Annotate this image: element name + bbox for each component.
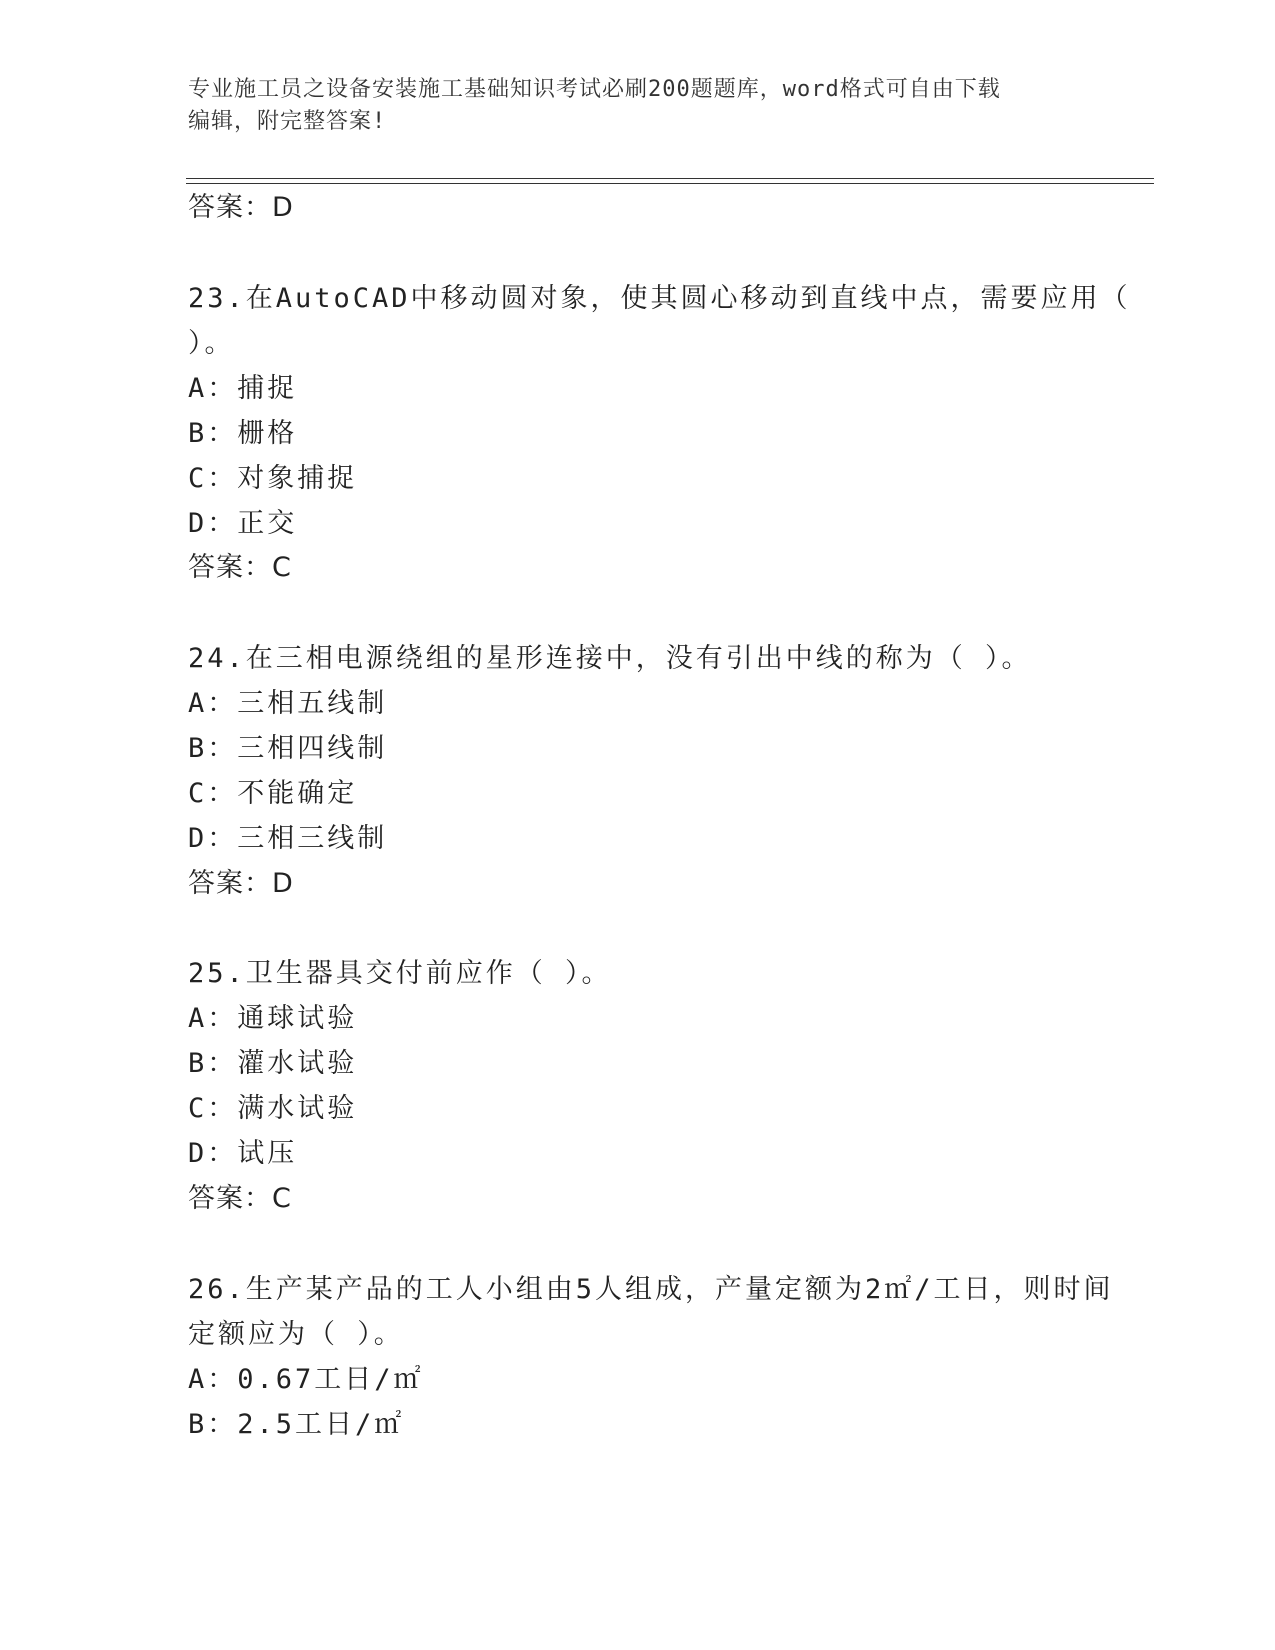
question-23-stem-line-1: 23.在AutoCAD中移动圆对象，使其圆心移动到直线中点，需要应用（ xyxy=(188,283,1131,314)
question-24-option-a: A：三相五线制 xyxy=(188,688,388,719)
question-23-option-c: C：对象捕捉 xyxy=(188,463,358,494)
header-divider-top xyxy=(186,178,1154,179)
question-23-option-d: D：正交 xyxy=(188,508,298,539)
header-line-1: 专业施工员之设备安装施工基础知识考试必刷200题题库，word格式可自由下载 xyxy=(188,77,1001,102)
question-25-stem: 25.卫生器具交付前应作（ ）。 xyxy=(188,958,612,989)
header-line-2: 编辑，附完整答案! xyxy=(188,109,387,134)
header-divider-bottom xyxy=(186,183,1154,184)
question-24-option-c: C：不能确定 xyxy=(188,778,358,809)
question-24-option-b: B：三相四线制 xyxy=(188,733,388,764)
question-24-stem: 24.在三相电源绕组的星形连接中，没有引出中线的称为（ ）。 xyxy=(188,643,1032,674)
question-26-option-b: B：2.5工日/㎡ xyxy=(188,1409,405,1440)
question-25-option-b: B：灌水试验 xyxy=(188,1048,358,1079)
question-26-stem-line-2: 定额应为（ ）。 xyxy=(188,1319,404,1350)
question-23-answer: 答案：C xyxy=(188,552,292,583)
question-25-answer: 答案：C xyxy=(188,1183,292,1214)
question-24-answer: 答案：D xyxy=(188,868,294,899)
document-header xyxy=(188,74,1068,138)
question-24-option-d: D：三相三线制 xyxy=(188,823,388,854)
question-25-option-c: C：满水试验 xyxy=(188,1093,358,1124)
question-25-option-a: A：通球试验 xyxy=(188,1003,358,1034)
question-23-option-b: B：栅格 xyxy=(188,418,298,449)
question-23-option-a: A：捕捉 xyxy=(188,373,298,404)
question-26-stem-line-1: 26.生产某产品的工人小组由5人组成，产量定额为2㎡/工日，则时间 xyxy=(188,1274,1114,1305)
previous-answer: 答案：D xyxy=(188,192,294,223)
question-25-option-d: D：试压 xyxy=(188,1138,298,1169)
question-23-stem-line-2: ）。 xyxy=(188,328,235,359)
question-26-option-a: A：0.67工日/㎡ xyxy=(188,1364,424,1395)
